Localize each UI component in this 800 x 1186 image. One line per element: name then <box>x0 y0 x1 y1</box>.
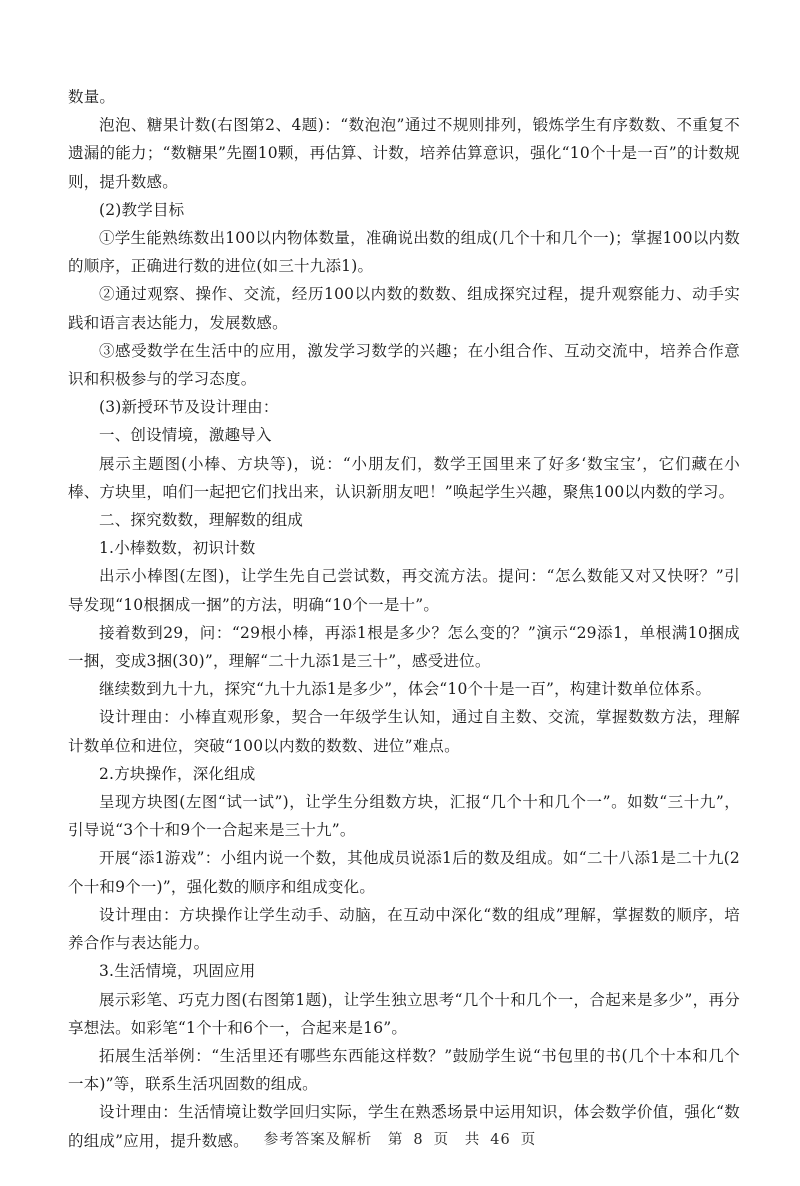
section-heading: (2)教学目标 <box>99 200 185 219</box>
section-heading: 一、创设情境，激趣导入 <box>99 426 272 445</box>
paragraph: 数量。 <box>68 88 116 106</box>
paragraph: 出示小棒图(左图)，让学生先自己尝试数，再交流方法。提问：“怎么数能又对又快呀？”引导发现“10根捆成一捆”的方法，明确“10个一是十”。 <box>68 567 740 614</box>
paragraph: 展示主题图(小棒、方块等)，说：“小朋友们，数学王国里来了好多‘数宝宝’，它们藏在小棒、方块里，咱们一起把它们找出来，认识新朋友吧！”唤起学生兴趣，聚焦100以内数的学习。 <box>68 454 740 501</box>
paragraph: ②通过观察、操作、交流，经历100以内数的数数、组成探究过程，提升观察能力、动手实践和语言表达能力，发展数感。 <box>68 285 740 332</box>
section-heading: 1.小棒数数，初识计数 <box>99 539 256 558</box>
footer-page-suffix: 页 <box>433 1132 450 1148</box>
footer-page-prefix: 第 <box>387 1132 404 1148</box>
paragraph: 设计理由：生活情境让数学回归实际，学生在熟悉场景中运用知识，体会数学价值，强化“数的组成”应用，提升数感。 <box>68 1103 740 1150</box>
paragraph: ③感受数学在生活中的应用，激发学习数学的兴趣；在小组合作、互动交流中，培养合作意识和积极参与的学习态度。 <box>68 341 740 389</box>
paragraph: 继续数到九十九，探究“九十九添1是多少”，体会“10个十是一百”，构建计数单位体系。 <box>99 680 712 699</box>
section-heading: 3.生活情境，巩固应用 <box>99 962 256 981</box>
section-heading: 二、探究数数，理解数的组成 <box>99 511 304 530</box>
paragraph: 呈现方块图(左图“试一试”)，让学生分组数方块，汇报“几个十和几个一”。如数“三十九”，引导说“3个十和9个一合起来是三十九”。 <box>68 793 740 840</box>
paragraph: 设计理由：小棒直观形象，契合一年级学生认知，通过自主数、交流，掌握数数方法，理解计数单位和进位，突破“100以内数的数数、进位”难点。 <box>68 708 740 755</box>
body-text <box>68 83 740 1155</box>
footer-total-pages: 46 <box>490 1132 511 1148</box>
footer-total-suffix: 页 <box>520 1132 537 1148</box>
paragraph: 接着数到29，问：“29根小棒，再添1根是多少？怎么变的？”演示“29添1，单根满10捆成一捆，变成3捆(30)”，理解“二十九添1是三十”，感受进位。 <box>68 623 740 671</box>
paragraph: ①学生能熟练数出100以内物体数量，准确说出数的组成(几个十和几个一)；掌握100以内数的顺序，正确进行数的进位(如三十九添1)。 <box>68 229 740 276</box>
paragraph: 开展“添1游戏”：小组内说一个数，其他成员说添1后的数及组成。如“二十八添1是二十九(2个十和9个一)”，强化数的顺序和组成变化。 <box>68 849 740 896</box>
footer-total-prefix: 共 <box>464 1132 481 1148</box>
section-heading: (3)新授环节及设计理由： <box>99 398 279 417</box>
paragraph: 泡泡、糖果计数(右图第2、4题)：“数泡泡”通过不规则排列，锻炼学生有序数数、不重复不遗漏的能力；“数糖果”先圈10颗，再估算、计数，培养估算意识，强化“10个十是一百”的计数规则，提升数感。 <box>68 116 740 191</box>
paragraph: 拓展生活举例：“生活里还有哪些东西能这样数？”鼓励学生说“书包里的书(几个十本和几个一本)”等，联系生活巩固数的组成。 <box>68 1046 740 1094</box>
footer-page-number: 8 <box>413 1132 424 1148</box>
footer-label: 参考答案及解析 <box>263 1132 373 1148</box>
section-heading: 2.方块操作，深化组成 <box>99 764 256 783</box>
paragraph: 设计理由：方块操作让学生动手、动脑，在互动中深化“数的组成”理解，掌握数的顺序，培养合作与表达能力。 <box>68 905 740 953</box>
page-footer <box>0 1128 800 1149</box>
paragraph: 展示彩笔、巧克力图(右图第1题)，让学生独立思考“几个十和几个一，合起来是多少”，再分享想法。如彩笔“1个十和6个一，合起来是16”。 <box>68 990 740 1037</box>
